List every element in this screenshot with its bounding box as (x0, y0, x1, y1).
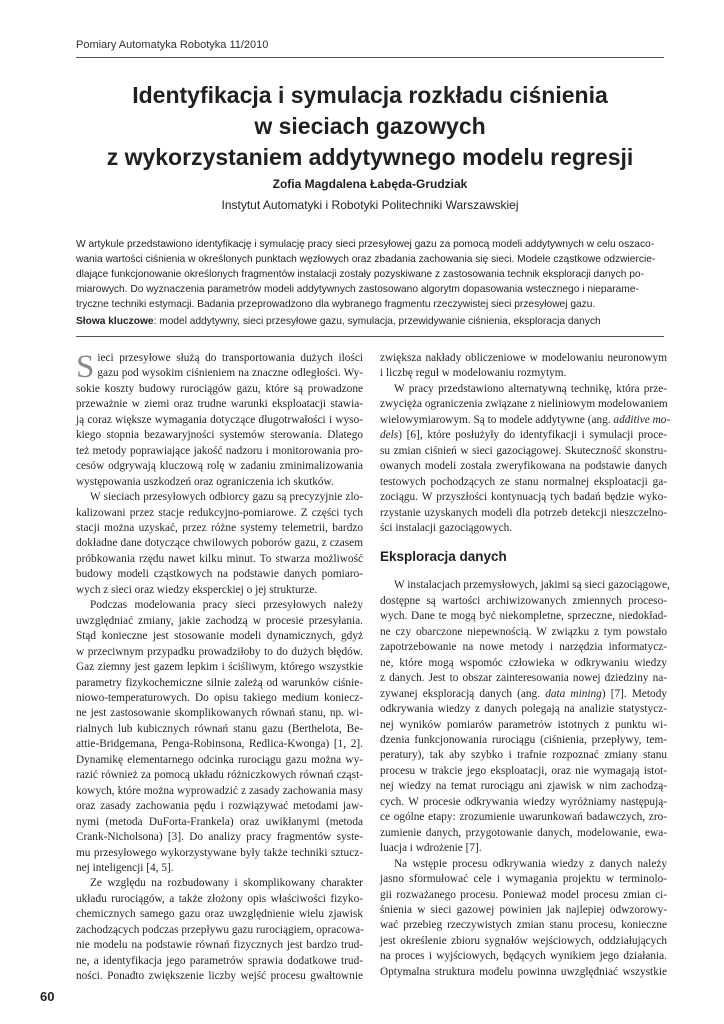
abstract-line: wania wartości ciśnienia w określonych punktach węzłowych oraz zbadania zachowania się sieci. Modele cząstkowe odzwiercie- (76, 254, 656, 265)
body-line: Crank-Nicholsona) [3]. Do analizy pracy fragmentów syste- (76, 831, 363, 844)
body-line: dostępne są wartości archiwizowanych zmiennych proceso- (380, 594, 667, 607)
body-line: nej wyników pomiarów parametrów istotnych z punktu wi- (380, 718, 667, 731)
body-line (380, 687, 667, 702)
abstract-line: miarowych. Do wyznaczenia parametrów modeli addytywnych zastosowano algorytm dopasowania wstecznego i nieparame- (76, 284, 639, 295)
body-line: ne, które mogą wspomóc człowieka w odkrywaniu wiedzy (380, 656, 667, 669)
body-line: chemicznych samego gazu oraz uwzględnienie wielu zjawisk (76, 908, 363, 921)
body-line: nymi (metoda DuForta-Frankela) oraz uwikłanymi (metoda (76, 815, 363, 828)
body-line: zociągu. W przyszłości kontynuacją tych badań będzie wyko- (380, 491, 667, 504)
body-line: ne, a identyfikacja jego parametrów sprawia dodatkowe trud- (76, 954, 363, 967)
body-line: Dynamikę elementarnego odcinka rurociągu gazu można wy- (76, 753, 363, 766)
body-line: wych z sieci oraz wiedzy eksperckiej o jej strukturze. (76, 583, 318, 596)
body-line: gazu pod wysokim ciśnieniem na znaczne odległości. Wy- (97, 367, 363, 380)
author-name: Zofia Magdalena Łabęda-Grudziak (272, 177, 468, 191)
body-line (380, 413, 671, 428)
body-line: nej wiedzy na temat rurociągu ani zjawisk w nim zachodzą- (380, 780, 667, 793)
body-text: ) [6], które posłużyły do identyfikacji i symulacji proce- (398, 429, 667, 442)
body-line (380, 428, 667, 443)
body-line: su zmian ciśnień w sieci gazociągowej. Skuteczność skonstru- (380, 444, 667, 457)
body-line: Optymalna struktura modelu powinna uwzględniać wszystkie (380, 965, 667, 978)
body-line: kiego stopnia bezawaryjności systemów sterowania. Dlatego (76, 429, 363, 442)
body-line: próbkowania rzędu nawet kilku minut. To stwarza możliwość (76, 552, 363, 565)
abstract-line: dlające funkcjonowanie określonych fragmentów instalacji zostały pozyskiwane z zastosowania technik eksploracji danych po- (76, 269, 644, 280)
body-line: ne czy obarczone niepewnością. W związku z tym powstało (380, 625, 667, 638)
body-line: procesu w trakcie jego eksploatacji, oraz nie wymagają istot- (380, 764, 667, 777)
body-line: ją coraz większe wymagania dotyczące długotrwałości i wyso- (76, 413, 363, 426)
body-line: mu przesyłowego wykorzystywane były także techniki sztucz- (76, 846, 363, 859)
body-line: jasno sformułować cele i wymagania projektu w terminolo- (380, 873, 667, 886)
body-line: razić również za pomocą układu różniczkowych równań cząst- (76, 769, 363, 782)
body-line: ce ogólne etapy: zrozumienie uwarunkowań badawczych, zro- (380, 811, 667, 824)
body-line: Gaz ziemny jest gazem lepkim i ściśliwym, którego wszystkie (76, 661, 363, 674)
abstract-divider (76, 336, 664, 337)
body-line: w przeciwnym przypadku prowadziłoby to do dużych błędów. (76, 645, 363, 658)
body-line: Ze względu na rozbudowany i skomplikowany charakter (90, 877, 363, 890)
body-line: odkrywania wiedzy z danych polegają na analizie statystycz- (380, 703, 667, 716)
body-line: śnienia w sieci gazowej powinien jak najlepiej odwzorowy- (380, 903, 667, 916)
body-line: też metody poprawiające jakość nadzoru i monitorowania pro- (76, 444, 363, 457)
body-line: Stąd konieczne jest stosowanie modeli dynamicznych, gdyż (76, 630, 363, 643)
body-line: stacji można uzyskać, przez różne systemy telemetrii, bardzo (76, 521, 363, 534)
body-line: rialnych lub kubicznych równań stanu gazu (Berthelota, Be- (76, 722, 363, 735)
abstract-line: tryczne techniki estymacji. Badania przeprowadzono dla wybranego fragmentu rzeczywistej sieci przesyłowej gazu. (76, 299, 596, 310)
body-line: kalizowani przez stacje redukcyjno-pomiarowe. Z części tych (76, 506, 363, 519)
title-line: w sieciach gazowych (254, 113, 486, 139)
section-heading: Eksploracja danych (380, 549, 507, 565)
body-line: Na wstępie procesu odkrywania wiedzy z danych należy (394, 857, 667, 870)
body-line: na proces i wyjściowych, będących wynikiem jego działania. (380, 950, 667, 963)
body-line: W instalacjach przemysłowych, jakimi są sieci gazociągowe, (394, 579, 670, 592)
body-line: owanych modeli została zweryfikowana na podstawie danych (380, 460, 667, 473)
title-line: Identyfikacja i symulacja rozkładu ciśnienia (132, 82, 608, 108)
body-line: dokładne dane dotyczące chwilowych poborów gazu, z czasem (76, 537, 363, 550)
body-line: jest określenie zbioru sygnałów wejściowych, oddziałujących (380, 934, 667, 947)
body-line: W sieciach przesyłowych odbiorcy gazu są precyzyjnie zlo- (90, 491, 363, 504)
keywords (76, 316, 676, 327)
keywords-text: : model addytywny, sieci przesyłowe gazu, symulacja, przewidywanie ciśnienia, eksploracja danych (153, 316, 601, 327)
abstract-line: W artykule przedstawiono identyfikację i symulację pracy sieci przesyłowej gazu za pomocą modeli addytywnych w celu oszaco- (76, 239, 655, 250)
body-line: wać przebieg rzeczywistych zmian stanu procesu, konieczne (380, 919, 667, 932)
title-line: z wykorzystaniem addytywnego modelu regresji (106, 144, 634, 170)
drop-cap: S (76, 349, 95, 385)
body-line: peratury), tak aby szybko i trafnie rozpoznać zmiany stanu (380, 749, 667, 762)
body-emphasis: additive mo- (613, 413, 671, 426)
body-line: przeważnie w ziemi oraz trudne warunki eksploatacji stawia- (76, 398, 363, 411)
body-line: zwiększa nakłady obliczeniowe w modelowaniu neuronowym (380, 352, 667, 364)
keywords-label: Słowa kluczowe (76, 316, 154, 327)
body-line: i liczbę reguł w modelowaniu rozmytym. (380, 367, 567, 380)
page-number: 60 (40, 989, 55, 1004)
body-line: attie-Bridgemana, Penga-Robinsona, Redlica-Kwonga) [1, 2]. (76, 738, 363, 751)
body-text: zywanej eksploracją danych (ang. (380, 687, 546, 700)
body-line: zapotrzebowanie na nowe metody i narzędzia informatycz- (380, 641, 667, 654)
body-line: dzenia funkcjonowania rurociągu (ciśnienia, przepływy, tem- (380, 733, 667, 746)
institution: Instytut Automatyki i Robotyki Politechniki Warszawskiej (221, 198, 519, 212)
body-line: nej inteligencji [4, 5]. (76, 861, 174, 874)
body-line: zwycięża ograniczenia związane z nieliniowym modelowaniem (380, 398, 668, 411)
paper-title (60, 80, 680, 173)
body-line: ne jest zastosowanie skomplikowanych równań stanu, np. wi- (76, 707, 363, 720)
body-line: budowy modeli cząstkowych na podstawie danych pomiaro- (76, 568, 363, 581)
body-line: parametry fizykochemiczne silnie zależą od warunków ciśnie- (76, 676, 363, 689)
body-line: niowo-temperaturowych. Do opisu takiego medium koniecz- (76, 691, 363, 704)
body-line: testowych pochodzących ze stanu normalnej eksploatacji ga- (380, 475, 667, 488)
body-line: wych. Dane te mogą być niekompletne, sprzeczne, niedokład- (380, 610, 667, 623)
body-line: rzystanie uzyskanych modeli dla potrzeb detekcji nieszczelno- (380, 506, 667, 519)
right-column (380, 351, 671, 980)
journal-header: Pomiary Automatyka Robotyka 11/2010 (76, 39, 269, 51)
body-line: zachodzących podczas przepływu gazu rurociągiem, opracowa- (76, 923, 364, 936)
body-line: luacja i wdrożenie [7]. (380, 842, 482, 855)
body-line: sokie koszty budowy rurociągów gazu, które są prowadzone (76, 382, 363, 395)
header-divider (76, 57, 664, 58)
body-line: kowych, które można wyprowadzić z zasady zachowania masy (76, 784, 363, 797)
body-line: cych. W procesie odkrywania wiedzy wyróżniamy następują- (380, 795, 667, 808)
body-text: ) [7]. Metody (601, 687, 668, 700)
body-line: ieci przesyłowe służą do transportowania dużych ilości (97, 352, 363, 364)
body-line: występowania uszkodzeń oraz ograniczenia ich skutków. (76, 475, 334, 488)
left-column (76, 351, 363, 985)
abstract (76, 237, 666, 312)
body-text: wielowymiarowym. Są to modele addytywne (ang. (380, 413, 614, 426)
body-line: oraz zasady zachowania pędu i rozwiązywać metodami jaw- (76, 800, 363, 813)
body-line: układu rurociągów, a także złożony opis właściwości fizyko- (76, 892, 363, 905)
body-line: nie modelu na podstawie równań fizycznych jest bardzo trud- (76, 939, 363, 952)
body-line: z danych. Jest to obszar zainteresowania nowej dziedziny na- (380, 672, 667, 685)
body-line: ści instalacji gazociągowych. (380, 521, 513, 534)
body-line: W pracy przedstawiono alternatywną technikę, która prze- (394, 382, 667, 395)
body-line: ności. Ponadto zwiększenie liczby wejść procesu gwałtownie (76, 970, 363, 983)
body-emphasis: dels (380, 429, 399, 442)
body-line: gii rozważanego procesu. Ponieważ model procesu zmian ci- (380, 888, 667, 901)
body-emphasis: data mining (545, 687, 602, 700)
body-line: zumienie danych, przygotowanie danych, modelowanie, ewa- (380, 826, 667, 839)
body-line: uwzględniać zmiany, jakie zachodzą w procesie przesyłania. (76, 614, 363, 627)
body-line: Podczas modelowania pracy sieci przesyłowych należy (90, 599, 363, 612)
body-line: cesów odgrywają kluczową rolę w zadaniu zminimalizowania (76, 460, 363, 473)
